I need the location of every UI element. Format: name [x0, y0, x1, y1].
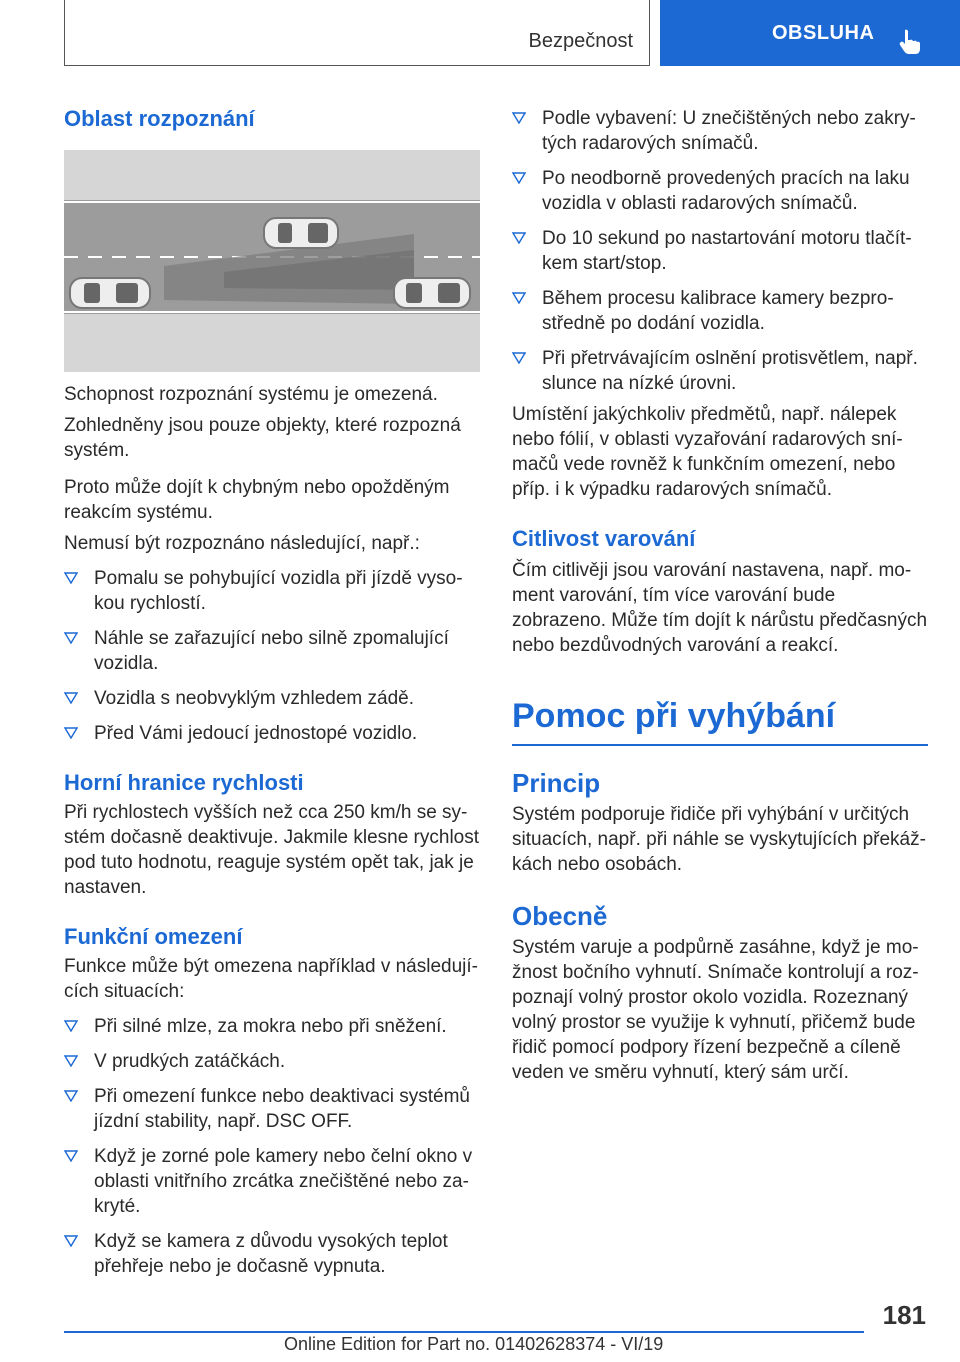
list-item: Před Vámi jedoucí jednostopé vozidlo. — [64, 721, 480, 746]
list-item: Při omezení funkce nebo deaktivaci systémů jízdní stability, např. DSC OFF. — [64, 1084, 480, 1134]
section-pomoc-pri-vyhybani — [512, 694, 928, 746]
list-item: Podle vybavení: U znečištěných nebo zakrytých radarových snímačů. — [512, 106, 928, 156]
list-item: Při přetrvávajícím oslnění protisvětlem, např. slunce na nízké úrovni. — [512, 346, 928, 396]
heading-oblast-rozpoznani: Oblast rozpoznání — [64, 106, 255, 131]
left-column — [64, 96, 480, 1279]
list-item: Při silné mlze, za mokra nebo při sněžení. — [64, 1014, 480, 1039]
triangle-bullet-icon — [64, 1150, 78, 1162]
header-tab-obsluha[interactable] — [660, 0, 960, 66]
car-ego-icon — [394, 278, 470, 308]
triangle-bullet-icon — [512, 292, 526, 304]
list-function-limits — [64, 1014, 480, 1279]
paragraph-principle: Systém podporuje řidiče při vyhýbání v určitých situacích, např. při náhle se vyskytujících překážkách nebo osobách. — [512, 804, 926, 875]
list-item: Když je zorné pole kamery nebo čelní okno v oblasti vnitřního zrcátka znečištěné nebo zakryté. — [64, 1144, 480, 1219]
paragraph-objects-placement: Umístění jakýchkoliv předmětů, např. nálepek nebo fólií, v oblasti vyzařování radarových snímačů vede rovněž k funkčním omezení, nebo příp. i k výpadku radarových snímačů. — [512, 404, 903, 500]
triangle-bullet-icon — [64, 1235, 78, 1247]
header-section-title: Bezpečnost — [528, 30, 633, 52]
right-column — [512, 96, 928, 1085]
list-not-detected — [64, 566, 480, 746]
paragraph-reactions: Proto může dojít k chybným nebo opožděným reakcím systému. — [64, 477, 450, 523]
triangle-bullet-icon — [64, 692, 78, 704]
page-number: 181 — [882, 1300, 926, 1330]
list-radar-limits — [512, 106, 928, 396]
paragraph-not-detected: Nemusí být rozpoznáno následující, např.: — [64, 533, 420, 554]
heading-citlivost-varovani: Citlivost varování — [512, 526, 696, 551]
pointing-hand-icon — [896, 28, 922, 54]
list-item: Během procesu kalibrace kamery bezprostředně po dodání vozidla. — [512, 286, 928, 336]
list-item: Pomalu se pohybující vozidla při jízdě vysokou rychlostí. — [64, 566, 480, 616]
list-item: Náhle se zařazující nebo silně zpomalující vozidla. — [64, 626, 480, 676]
triangle-bullet-icon — [64, 1020, 78, 1032]
road-illustration-svg — [64, 150, 480, 372]
footer-rule — [64, 1331, 864, 1333]
paragraph-capability: Schopnost rozpoznání systému je omezená. — [64, 384, 438, 405]
heading-rule — [512, 744, 928, 746]
detection-area-illustration — [64, 150, 480, 372]
list-item: Když se kamera z důvodu vysokých teplot přehřeje nebo je dočasně vypnuta. — [64, 1229, 480, 1279]
paragraph-sensitivity: Čím citlivěji jsou varování nastavena, např. moment varování, tím více varování bude zobrazeno. Může tím dojít k nárůstu předčasných nebo bezdůvodných varování a reakcí. — [512, 560, 928, 656]
heading-funkcni-omezeni: Funkční omezení — [64, 924, 243, 949]
footer-edition: Online Edition for Part no. 01402628374 - VI/19 — [284, 1334, 664, 1354]
heading-pomoc-pri-vyhybani: Pomoc při vyhýbání — [512, 697, 836, 735]
paragraph-objects: Zohledněny jsou pouze objekty, které rozpozná systém. — [64, 415, 461, 461]
triangle-bullet-icon — [64, 572, 78, 584]
list-item: Vozidla s neobvyklým vzhledem zádě. — [64, 686, 480, 711]
list-item: Do 10 sekund po nastartování motoru tlačítkem start/stop. — [512, 226, 928, 276]
triangle-bullet-icon — [512, 172, 526, 184]
header-frame — [64, 0, 650, 66]
car-top-icon — [264, 218, 338, 248]
paragraph-general: Systém varuje a podpůrně zasáhne, když je možnost bočního vyhnutí. Snímače kontrolují a rozpoznají volný prostor okolo vozidla. Rozeznaný volný prostor se využije k vyhnutí, přičemž bude řidič pomocí podpory řízení bezpečně a cíleně veden ve směru vyhnutí, který sám určí. — [512, 937, 919, 1083]
triangle-bullet-icon — [64, 727, 78, 739]
list-item: Po neodborně provedených pracích na laku vozidla v oblasti radarových snímačů. — [512, 166, 928, 216]
header-tab-label: OBSLUHA — [772, 21, 875, 44]
heading-horni-hranice: Horní hranice rychlosti — [64, 770, 304, 795]
heading-obecne: Obecně — [512, 901, 608, 931]
triangle-bullet-icon — [64, 1055, 78, 1067]
car-left-icon — [70, 278, 150, 308]
paragraph-function-limits: Funkce může být omezena například v následujících situacích: — [64, 956, 478, 1002]
paragraph-speed-limit: Při rychlostech vyšších než cca 250 km/h se systém dočasně deaktivuje. Jakmile klesne rychlost pod tuto hodnotu, reaguje systém opět tak, jak je nastaven. — [64, 802, 480, 898]
triangle-bullet-icon — [512, 112, 526, 124]
triangle-bullet-icon — [512, 232, 526, 244]
triangle-bullet-icon — [512, 352, 526, 364]
list-item: V prudkých zatáčkách. — [64, 1049, 480, 1074]
triangle-bullet-icon — [64, 1090, 78, 1102]
triangle-bullet-icon — [64, 632, 78, 644]
heading-princip: Princip — [512, 768, 601, 798]
